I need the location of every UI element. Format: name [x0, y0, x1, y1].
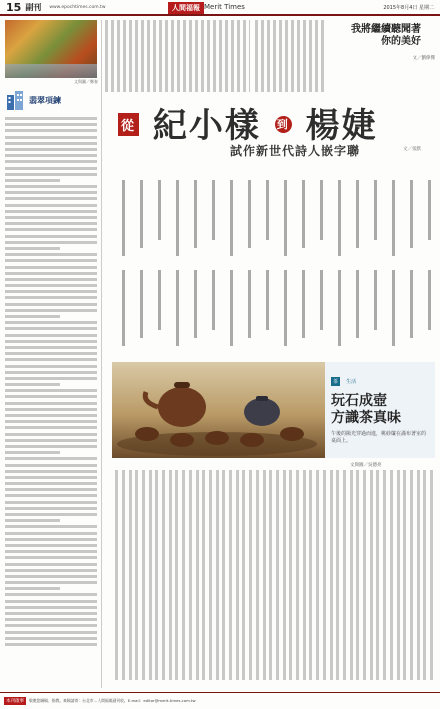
text-line	[5, 216, 97, 219]
text-line	[5, 538, 97, 541]
body-text-column	[209, 470, 212, 680]
text-line	[5, 259, 97, 262]
text-line	[5, 482, 97, 485]
couplet-column	[140, 180, 143, 248]
couplet-column	[230, 180, 233, 256]
text-line	[5, 129, 97, 132]
text-line	[5, 532, 97, 535]
text-line	[5, 414, 97, 417]
couplet-column	[284, 180, 287, 256]
body-text-column	[356, 470, 359, 680]
banner-subtitle: 試作新世代詩人嵌字聯	[230, 144, 361, 158]
building-icon	[5, 89, 25, 111]
text-line	[5, 464, 97, 467]
couplet-column	[140, 270, 143, 338]
text-line	[5, 600, 97, 603]
text-line	[5, 402, 97, 405]
page-number: 15	[6, 0, 22, 14]
text-line	[5, 123, 97, 126]
couplet-column	[122, 270, 125, 346]
body-text-column	[417, 470, 420, 680]
tea-article-body	[110, 470, 436, 680]
text-line	[5, 426, 97, 429]
text-line	[5, 222, 97, 225]
couplet-column	[212, 180, 215, 240]
text-line	[5, 389, 97, 392]
text-line	[5, 371, 97, 374]
text-line	[5, 377, 97, 380]
body-text-column	[115, 470, 118, 680]
text-line	[5, 352, 97, 355]
text-line	[5, 117, 97, 120]
body-text-column	[276, 470, 279, 680]
left-column-body	[5, 117, 98, 646]
masthead-url: www.epochtimes.com.tw	[49, 4, 106, 10]
couplet-column	[212, 270, 215, 330]
body-text-column	[162, 470, 165, 680]
photo-caption: 文與圖／鄭春	[74, 79, 98, 84]
text-line	[5, 631, 97, 634]
text-line	[5, 154, 97, 157]
banner-author: 文／張默	[403, 147, 421, 152]
couplet-column	[194, 270, 197, 338]
text-line	[5, 340, 97, 343]
column-title: 翡翠項鍊	[29, 95, 61, 105]
text-line	[5, 581, 97, 584]
text-line	[5, 197, 97, 200]
couplet-column	[302, 270, 305, 338]
text-line	[5, 136, 97, 139]
headline-banner	[112, 98, 434, 158]
body-text-column	[202, 470, 205, 680]
left-column	[5, 20, 98, 688]
couplet-column	[320, 270, 323, 330]
body-text-column	[289, 470, 292, 680]
text-line	[5, 210, 97, 213]
couplet-column	[248, 270, 251, 338]
body-text-column	[390, 470, 393, 680]
issue-date: 2015年8月4日 星期二	[383, 5, 434, 11]
body-text-column	[229, 470, 232, 680]
couplet-column	[248, 180, 251, 248]
couplet-column	[374, 180, 377, 240]
couplet-column	[356, 180, 359, 248]
body-text-column	[249, 470, 252, 680]
tea-feature-box	[325, 362, 435, 458]
body-text-column	[397, 470, 400, 680]
autumn-photo	[5, 20, 97, 78]
text-line	[5, 290, 97, 293]
text-line	[5, 612, 97, 615]
body-text-column	[410, 470, 413, 680]
text-line	[5, 272, 97, 275]
text-line	[5, 618, 97, 621]
body-text-column	[296, 470, 299, 680]
top-poem-author: 文／劉偉傑	[412, 56, 435, 61]
text-line	[5, 160, 97, 163]
couplet-column	[410, 180, 413, 248]
couplet-column	[176, 270, 179, 346]
tea-tag: 茶	[333, 379, 339, 385]
body-text-column	[383, 470, 386, 680]
couplet-column	[428, 180, 431, 240]
text-line	[5, 420, 97, 423]
text-line	[5, 142, 97, 145]
text-line	[5, 525, 97, 528]
body-text-column	[336, 470, 339, 680]
text-line	[5, 637, 97, 640]
body-text-column	[169, 470, 172, 680]
text-line	[5, 247, 60, 250]
text-line	[5, 606, 97, 609]
couplet-column	[392, 180, 395, 256]
text-line	[5, 563, 97, 566]
text-line	[5, 488, 97, 491]
body-text-column	[135, 470, 138, 680]
brand-logo: 人間福報	[168, 2, 204, 14]
body-text-column	[175, 470, 178, 680]
text-line	[5, 327, 97, 330]
body-text-column	[155, 470, 158, 680]
couplet-column	[374, 270, 377, 330]
body-text-column	[263, 470, 266, 680]
text-line	[5, 550, 97, 553]
body-text-column	[189, 470, 192, 680]
body-text-column	[370, 470, 373, 680]
tea-blurb: 午後的陽光穿過而進，桃紗簾在滿布著室的桌面上。	[331, 431, 427, 444]
text-line	[5, 593, 97, 596]
text-line	[5, 303, 97, 306]
footer-label: 本刊啟事	[6, 699, 24, 704]
text-line	[5, 296, 97, 299]
column-divider	[101, 20, 102, 688]
top-article-body-right	[255, 20, 325, 92]
text-line	[5, 334, 97, 337]
text-line	[5, 278, 97, 281]
couplet-column	[320, 180, 323, 240]
text-line	[5, 501, 97, 504]
body-text-column	[216, 470, 219, 680]
banner-to-tag: 到	[276, 117, 290, 131]
text-line	[5, 587, 60, 590]
text-line	[5, 284, 97, 287]
body-text-column	[256, 470, 259, 680]
text-line	[5, 253, 97, 256]
couplet-column	[122, 180, 125, 256]
couplet-column	[410, 270, 413, 338]
masthead	[0, 0, 440, 16]
top-article-body-left	[105, 20, 250, 92]
text-line	[5, 445, 97, 448]
couplet-column	[284, 270, 287, 346]
body-text-column	[316, 470, 319, 680]
text-line	[5, 185, 97, 188]
text-line	[5, 191, 97, 194]
text-line	[5, 494, 97, 497]
couplet-column	[302, 180, 305, 248]
body-text-column	[283, 470, 286, 680]
top-poem-title: 我將繼續聽聞著 你的美好	[351, 24, 421, 47]
body-text-column	[242, 470, 245, 680]
body-text-column	[309, 470, 312, 680]
couplet-column	[230, 270, 233, 346]
text-line	[5, 395, 97, 398]
text-line	[5, 556, 97, 559]
body-text-column	[376, 470, 379, 680]
text-line	[5, 204, 97, 207]
couplet-grid	[110, 180, 436, 356]
banner-name-right: 楊婕	[305, 106, 378, 146]
text-line	[5, 624, 97, 627]
text-line	[5, 241, 97, 244]
text-line	[5, 457, 97, 460]
brand-english: Merit Times	[204, 3, 245, 11]
body-text-column	[403, 470, 406, 680]
column-header	[5, 89, 98, 111]
tea-headline: 玩石成壺 方識茶真味	[331, 393, 401, 426]
text-line	[5, 266, 97, 269]
text-line	[5, 476, 97, 479]
text-line	[5, 321, 97, 324]
body-text-column	[196, 470, 199, 680]
couplet-column	[158, 270, 161, 330]
body-text-column	[122, 470, 125, 680]
body-text-column	[222, 470, 225, 680]
text-line	[5, 433, 97, 436]
body-text-column	[236, 470, 239, 680]
text-line	[5, 148, 97, 151]
text-line	[5, 513, 97, 516]
footer-text: 敬邀您賜稿、指教。來稿請寄：台北市…人間福報副刊收。E-mail：editor@merit-times.com.tw	[29, 698, 196, 703]
body-text-column	[363, 470, 366, 680]
body-text-column	[303, 470, 306, 680]
body-text-column	[323, 470, 326, 680]
couplet-column	[158, 180, 161, 240]
teapot-illustration	[112, 362, 325, 458]
text-line	[5, 383, 60, 386]
text-line	[5, 235, 97, 238]
body-text-column	[182, 470, 185, 680]
couplet-column	[338, 180, 341, 256]
text-line	[5, 643, 97, 646]
text-line	[5, 519, 60, 522]
text-line	[5, 365, 97, 368]
couplet-column	[338, 270, 341, 346]
banner-name-left: 紀小樣	[152, 106, 261, 146]
text-line	[5, 315, 60, 318]
text-line	[5, 173, 97, 176]
text-line	[5, 309, 97, 312]
text-line	[5, 167, 97, 170]
text-line	[5, 408, 97, 411]
section-name: 副刊	[25, 2, 42, 12]
tea-author: 文與圖／吳德亮	[350, 463, 382, 468]
text-line	[5, 544, 97, 547]
body-text-column	[129, 470, 132, 680]
couplet-column	[392, 270, 395, 346]
couplet-column	[266, 180, 269, 240]
couplet-column	[428, 270, 431, 330]
banner-from-tag: 從	[118, 113, 139, 136]
text-line	[5, 470, 97, 473]
text-line	[5, 439, 97, 442]
text-line	[5, 507, 97, 510]
body-text-column	[343, 470, 346, 680]
body-text-column	[142, 470, 145, 680]
text-line	[5, 451, 60, 454]
footer	[0, 692, 440, 709]
body-text-column	[269, 470, 272, 680]
text-line	[5, 569, 97, 572]
tea-tag-title: 生活	[346, 379, 357, 385]
text-line	[5, 358, 97, 361]
body-text-column	[350, 470, 353, 680]
couplet-column	[356, 270, 359, 338]
couplet-column	[266, 270, 269, 330]
teapot-photo	[112, 362, 325, 458]
body-text-column	[149, 470, 152, 680]
text-line	[5, 575, 97, 578]
couplet-column	[194, 180, 197, 248]
text-line	[5, 346, 97, 349]
banner-headline	[118, 98, 378, 147]
text-line	[5, 179, 60, 182]
body-text-column	[330, 470, 333, 680]
couplet-column	[176, 180, 179, 256]
body-text-column	[423, 470, 426, 680]
text-line	[5, 228, 97, 231]
body-text-column	[430, 470, 433, 680]
